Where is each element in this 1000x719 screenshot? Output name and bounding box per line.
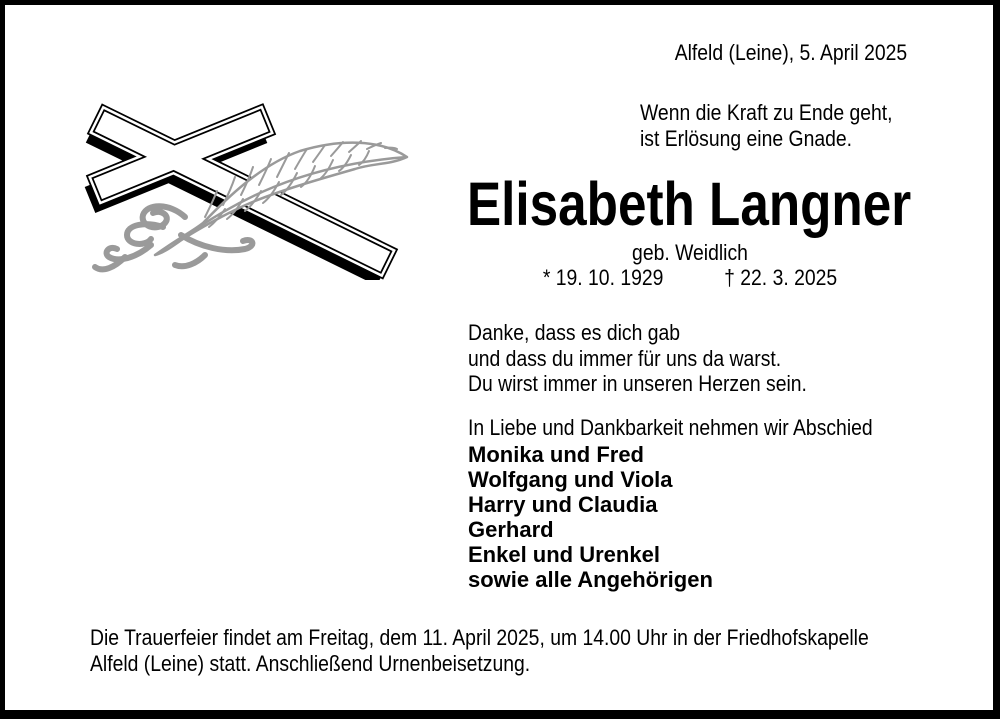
birth-date: * 19. 10. 1929 [542, 265, 664, 290]
deceased-name: Elisabeth Langner [467, 170, 912, 238]
farewell-line: In Liebe und Dankbarkeit nehmen wir Abschied [468, 415, 873, 440]
life-dates [494, 265, 886, 291]
verse-line: und dass du immer für uns da warst. [468, 345, 782, 371]
funeral-line: Alfeld (Leine) statt. Anschließend Urnenbeisetzung. [90, 651, 531, 677]
mourner-line: Harry und Claudia [468, 492, 658, 517]
funeral-info [90, 625, 869, 678]
notice-border-bottom [0, 710, 1000, 719]
mourner-line: Monika und Fred [468, 442, 644, 467]
quill-curl [95, 206, 252, 269]
dateline: Alfeld (Leine), 5. April 2025 [674, 40, 907, 65]
notice-border-left [0, 0, 5, 719]
mourner-line: Wolfgang und Viola [468, 467, 673, 492]
notice-border-top [0, 0, 1000, 5]
verse-line: Du wirst immer in unseren Herzen sein. [468, 371, 807, 396]
maiden-name: geb. Weidlich [632, 240, 748, 265]
mourner-line: Enkel und Urenkel [468, 542, 660, 567]
verse-line: Danke, dass es dich gab [468, 320, 681, 345]
mourners-list [468, 442, 713, 592]
cross-and-feather-illustration [79, 103, 430, 280]
death-date: † 22. 3. 2025 [724, 265, 838, 290]
funeral-line: Die Trauerfeier findet am Freitag, dem 11. April 2025, um 14.00 Uhr in der Friedhofskapelle [90, 625, 869, 650]
memorial-verse [468, 320, 807, 397]
epigraph [640, 100, 893, 151]
mourner-line: sowie alle Angehörigen [468, 567, 713, 592]
mourner-line: Gerhard [468, 517, 554, 542]
epigraph-line: Wenn die Kraft zu Ende geht, [640, 100, 893, 125]
epigraph-line: ist Erlösung eine Gnade. [640, 125, 853, 151]
notice-border-right [993, 0, 1000, 719]
